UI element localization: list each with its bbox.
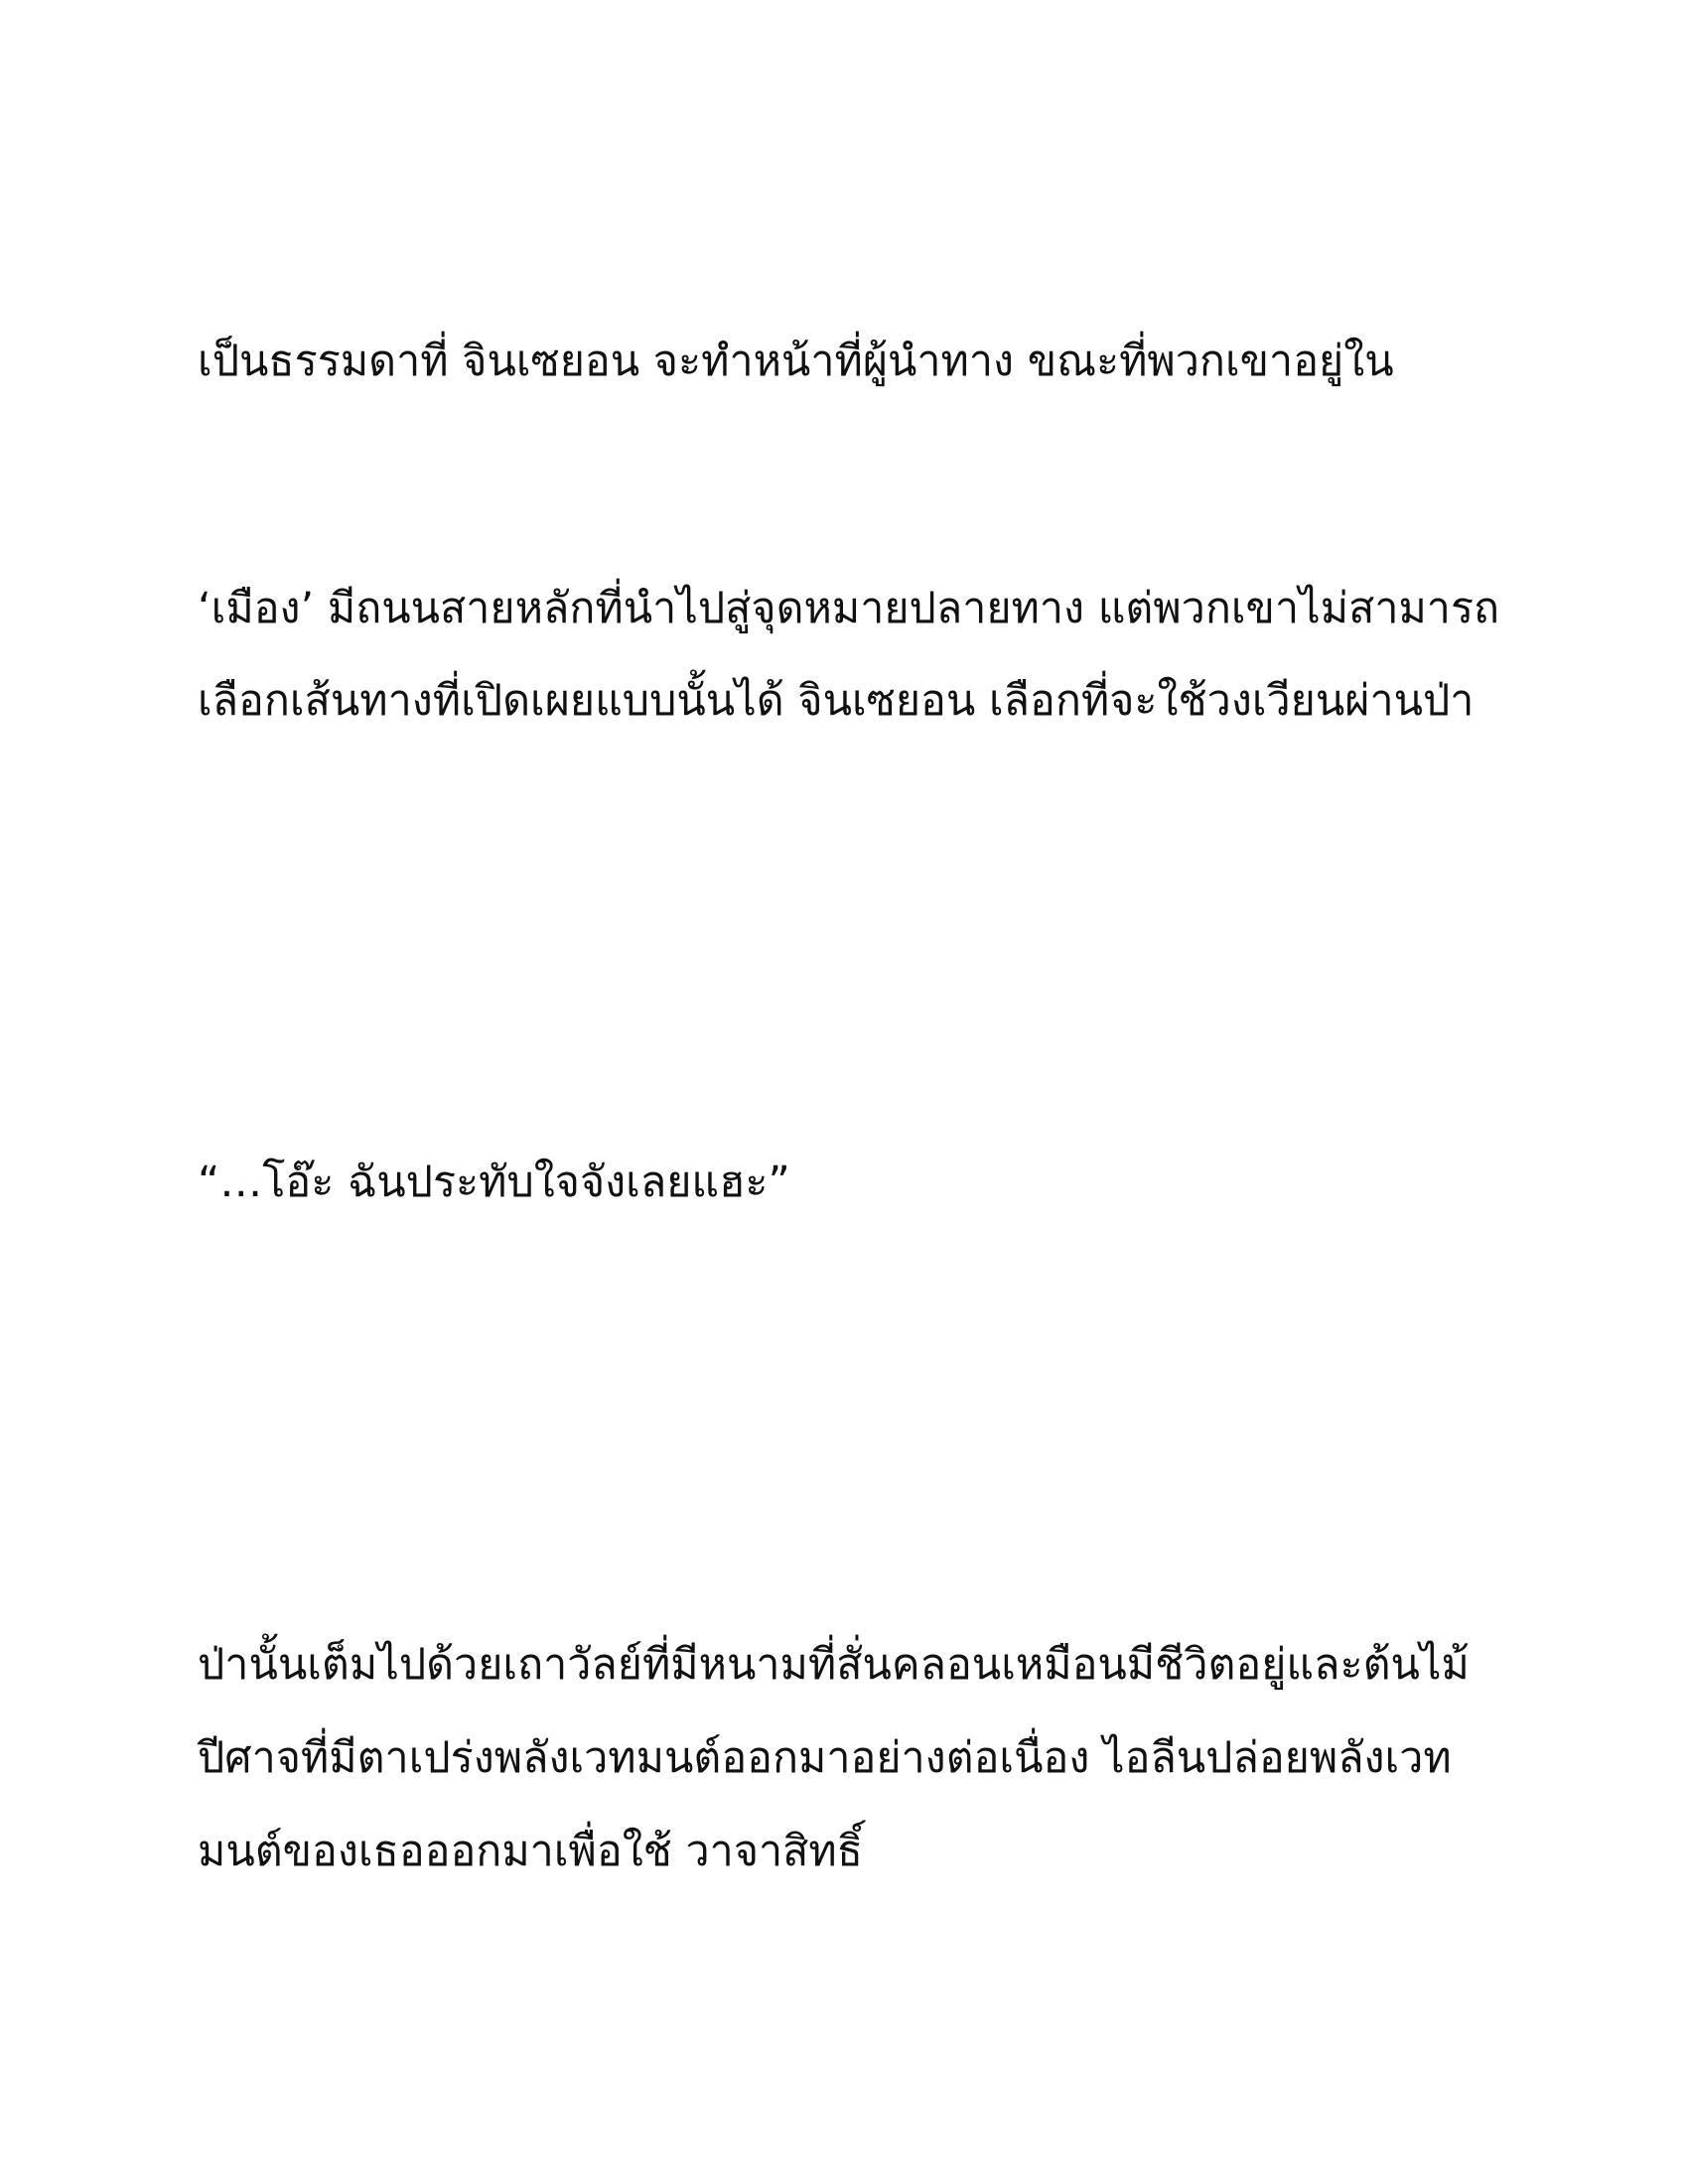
paragraph-4-line-3: มนต์ของเธอออกมาเพื่อใช้ วาจาสิทธิ์ [198,1827,864,1876]
paragraph-3-line-1: “…โอ๊ะ ฉันประทับใจจังเลยแฮะ” [198,1158,790,1207]
paragraph-4-line-1: ป่านั้นเต็มไปด้วยเถาวัลย์ที่มีหนามที่สั่นคลอนเหมือนมีชีวิตอยู่และต้นไม้ [198,1640,1470,1690]
paragraph-2-line-2: เลือกเส้นทางที่เปิดเผยแบบนั้นได้ จินเซยอน เลือกที่จะใช้วงเวียนผ่านป่า [198,676,1475,726]
paragraph-2-line-1: ‘เมือง’ มีถนนสายหลักที่นำไปสู่จุดหมายปลายทาง แต่พวกเขาไม่สามารถ [198,584,1500,633]
paragraph-1-line-1: เป็นธรรมดาที่ จินเซยอน จะทำหน้าที่ผู้นำทาง ขณะที่พวกเขาอยู่ใน [198,337,1394,386]
paragraph-4-line-2: ปีศาจที่มีตาเปร่งพลังเวทมนต์ออกมาอย่างต่อเนื่อง ไอลีนปล่อยพลังเวท [198,1733,1452,1783]
